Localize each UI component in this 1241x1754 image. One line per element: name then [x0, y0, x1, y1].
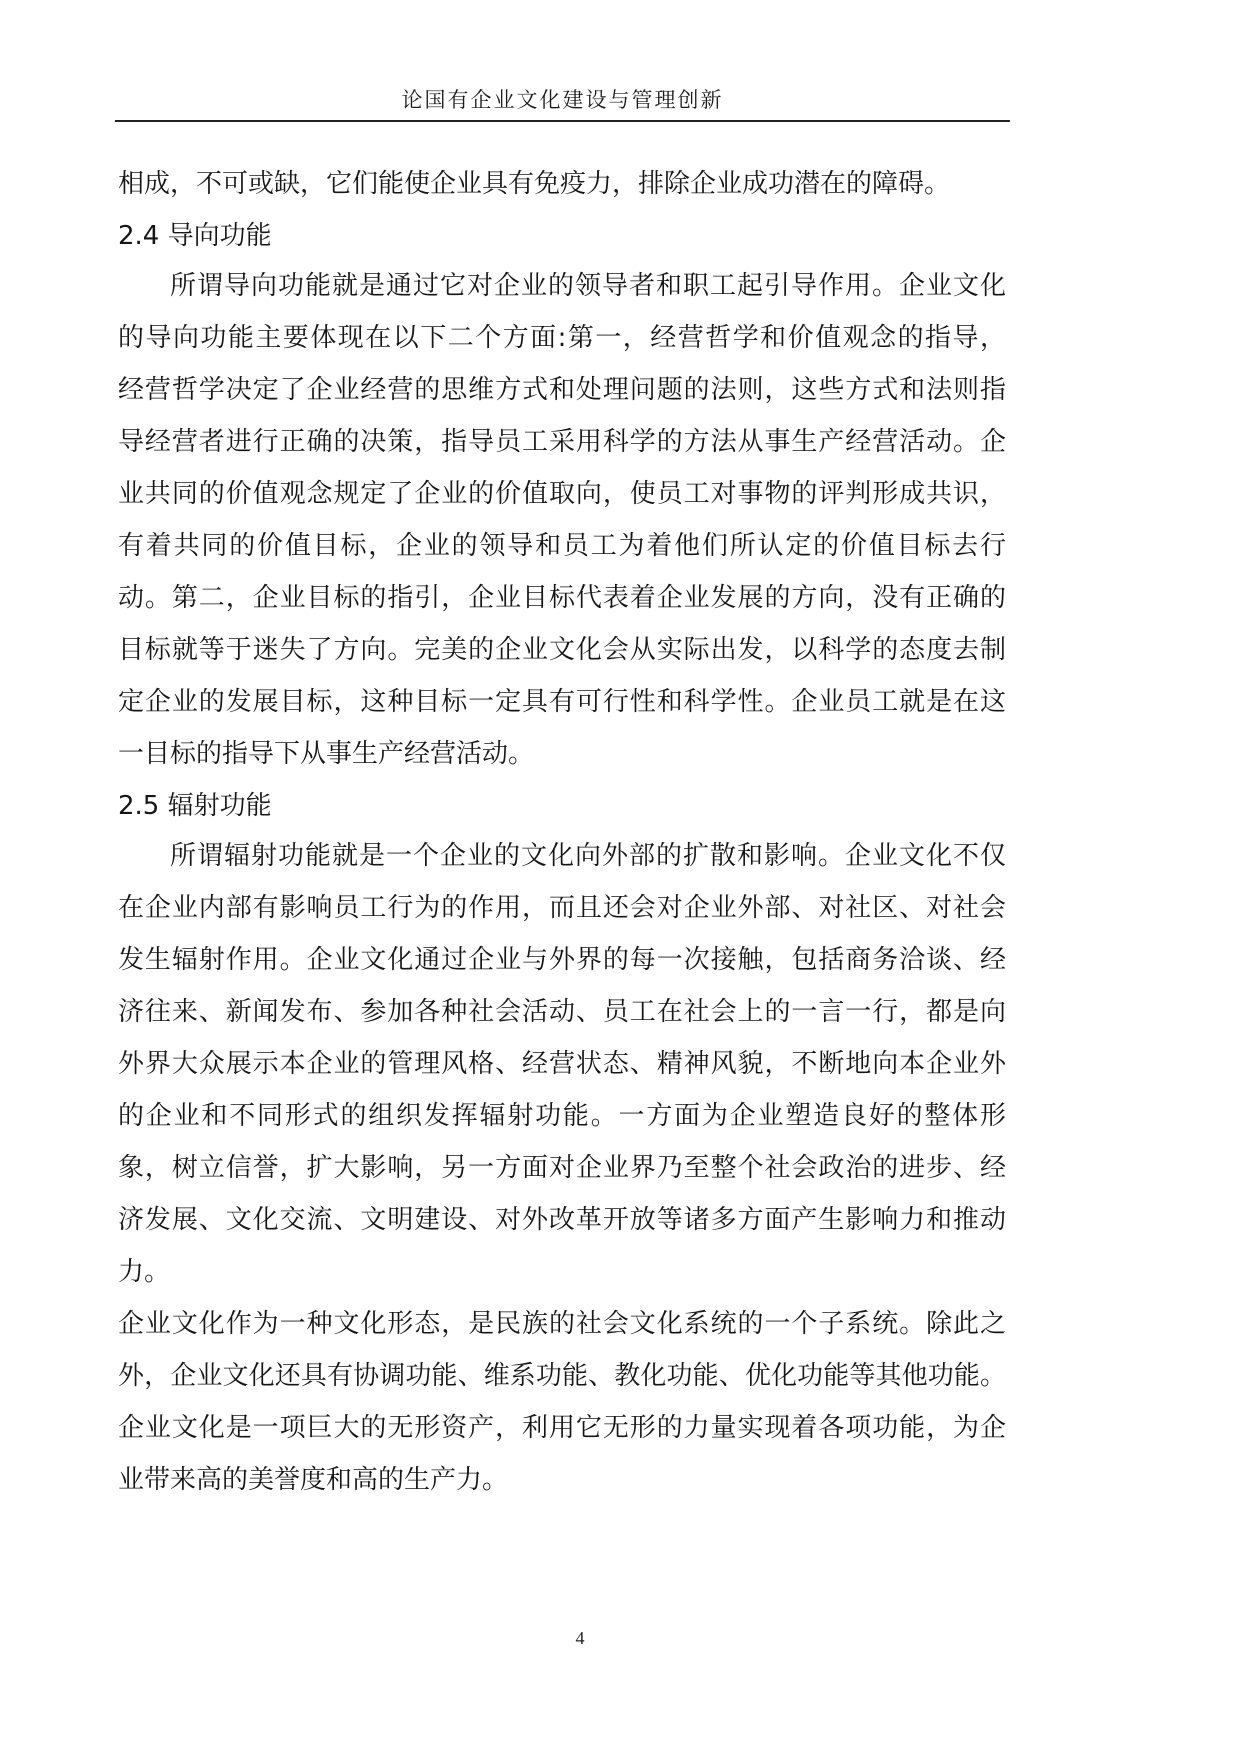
paragraph-line: 目标就等于迷失了方向。完美的企业文化会从实际出发，以科学的态度去制: [118, 635, 1006, 665]
paragraph-line: 力。: [118, 1257, 171, 1287]
paragraph-line: 企业文化是一项巨大的无形资产，利用它无形的力量实现着各项功能，为企: [118, 1413, 1006, 1443]
paragraph-line: 济往来、新闻发布、参加各种社会活动、员工在社会上的一言一行，都是向: [118, 997, 1006, 1027]
paragraph-line: 发生辐射作用。企业文化通过企业与外界的每一次接触，包括商务洽谈、经: [118, 945, 1006, 975]
header-rule: [115, 120, 1010, 122]
paragraph-line: 定企业的发展目标，这种目标一定具有可行性和科学性。企业员工就是在这: [118, 687, 1006, 717]
paragraph-line: 在企业内部有影响员工行为的作用，而且还会对企业外部、对社区、对社会: [118, 893, 1006, 923]
paragraph-line: 动。第二，企业目标的指引，企业目标代表着企业发展的方向，没有正确的: [118, 583, 1006, 613]
paragraph-line: 外，企业文化还具有协调功能、维系功能、教化功能、优化功能等其他功能。: [118, 1361, 1006, 1391]
paragraph-line: 业共同的价值观念规定了企业的价值取向，使员工对事物的评判形成共识，: [118, 479, 1006, 509]
paragraph-line: 的企业和不同形式的组织发挥辐射功能。一方面为企业塑造良好的整体形: [118, 1101, 1006, 1131]
paragraph-line: 导经营者进行正确的决策，指导员工采用科学的方法从事生产经营活动。企: [118, 427, 1006, 457]
paragraph-line: 外界大众展示本企业的管理风格、经营状态、精神风貌，不断地向本企业外: [118, 1049, 1006, 1079]
paragraph-line: 济发展、文化交流、文明建设、对外改革开放等诸多方面产生影响力和推动: [118, 1205, 1006, 1235]
section-heading-2-4: 2.4 导向功能: [118, 221, 272, 251]
running-header: 论国有企业文化建设与管理创新: [401, 88, 724, 112]
section-heading-2-5: 2.5 辐射功能: [118, 791, 272, 821]
paragraph-line: 有着共同的价值目标，企业的领导和员工为着他们所认定的价值目标去行: [118, 531, 1006, 561]
paragraph-line: 经营哲学决定了企业经营的思维方式和处理问题的法则，这些方式和法则指: [118, 375, 1006, 405]
page-number: 4: [575, 1628, 585, 1648]
paragraph-line: 所谓辐射功能就是一个企业的文化向外部的扩散和影响。企业文化不仅: [170, 841, 1006, 871]
paragraph-line: 象，树立信誉，扩大影响，另一方面对企业界乃至整个社会政治的进步、经: [118, 1153, 1006, 1183]
paragraph-line: 业带来高的美誉度和高的生产力。: [118, 1465, 509, 1495]
paragraph-line: 的导向功能主要体现在以下二个方面:第一，经营哲学和价值观念的指导，: [118, 323, 1006, 353]
paragraph-line: 一目标的指导下从事生产经营活动。: [118, 739, 535, 769]
paragraph-line: 企业文化作为一种文化形态，是民族的社会文化系统的一个子系统。除此之: [118, 1309, 1006, 1339]
continuation-line: 相成，不可或缺，它们能使企业具有免疫力，排除企业成功潜在的障碍。: [118, 169, 951, 199]
paragraph-line: 所谓导向功能就是通过它对企业的领导者和职工起引导作用。企业文化: [170, 271, 1006, 301]
